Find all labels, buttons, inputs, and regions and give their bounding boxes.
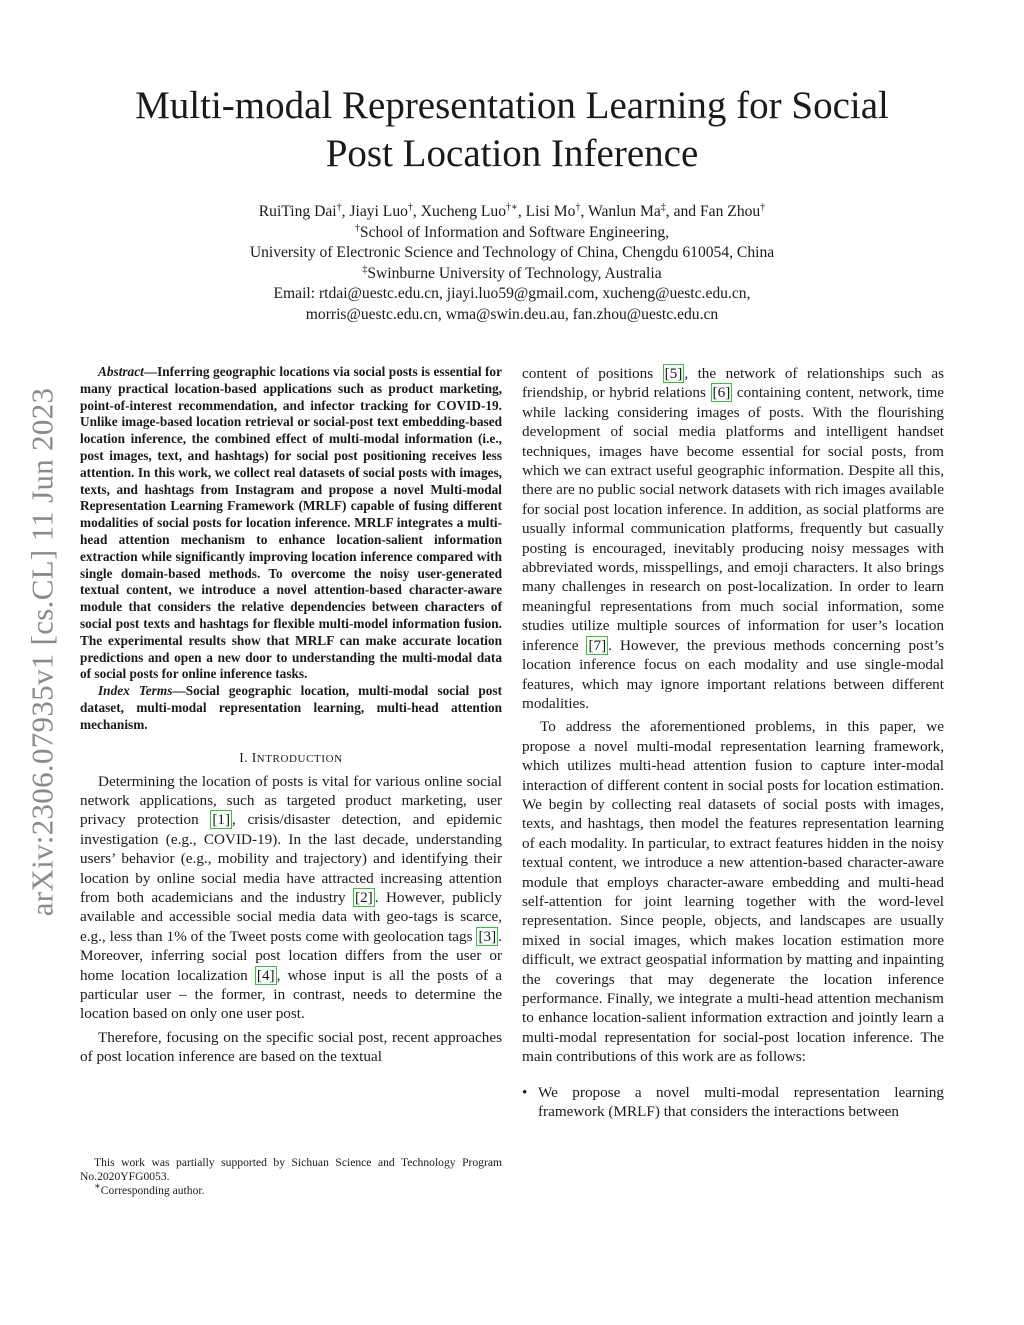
affiliation-text: Swinburne University of Technology, Australia xyxy=(367,264,662,282)
affiliation-3 xyxy=(60,264,964,285)
separator: , and xyxy=(665,203,700,220)
footnotes xyxy=(80,1156,502,1199)
section-heading-introduction xyxy=(80,750,502,766)
right-paragraph-1 xyxy=(522,364,944,713)
affil-mark xyxy=(506,202,518,213)
affil-mark: † xyxy=(336,201,342,213)
citation-link[interactable]: [7] xyxy=(588,636,607,654)
author-name: Jiayi Luo xyxy=(349,203,408,220)
author-name: Xucheng Luo xyxy=(420,203,507,220)
affil-mark: ‡ xyxy=(660,201,666,213)
funding-footnote: This work was partially supported by Sichuan Science and Technology Program No.2020YFG0053. xyxy=(80,1156,502,1184)
citation-link[interactable]: [6] xyxy=(712,384,731,402)
separator: , xyxy=(412,203,421,220)
author-block xyxy=(60,202,964,325)
arxiv-sidebar-stamp xyxy=(4,362,80,942)
email-line-2: morris@uestc.edu.cn, wma@swin.deu.au, fan.zhou@uestc.edu.cn xyxy=(305,305,719,323)
abstract-label: Abstract xyxy=(98,364,144,379)
dash: — xyxy=(143,364,158,379)
text-run: Determining the location of posts is vital for various online social network applications, such as targeted product marketing, user privacy protection xyxy=(80,772,502,829)
contribution-text: We propose a novel multi-modal representation learning framework (MRLF) that considers the interactions between xyxy=(538,1083,944,1121)
right-column xyxy=(522,364,944,1121)
affiliation-text: School of Information and Software Engineering, xyxy=(359,223,670,241)
text-run: , whose input is all the posts of a particular user – the former, in contrast, needs to determine the location based on only one user post. xyxy=(80,966,502,1023)
text-run: . However, publicly available and accessible social media data with geo-tags is scarce, e.g., less than 1% of the Tweet posts come with geolocation tags xyxy=(80,888,502,945)
index-terms-text: Social geographic location, multi-modal social post dataset, multi-modal representation learning, multi-head attention mechanism. xyxy=(80,683,503,732)
text-run: . Moreover, inferring social post location differs from the user or home location localization xyxy=(80,927,502,984)
section-number: I. xyxy=(239,749,248,765)
text-run: . However, the previous methods concerning post’s location inference focus on each modality and use single-modal features, which may ignore important relations between different modalities. xyxy=(522,636,944,712)
corresponding-mark: ∗ xyxy=(511,201,518,213)
citation-link[interactable]: [1] xyxy=(212,811,231,829)
separator: , xyxy=(341,203,350,220)
text-run: containing content, network, time while lacking considering images of posts. With the flourishing development of social media platforms and intelligent handset techniques, images have become essential for social posts, from which we can extract useful geographic information. Despite all this, there are no public social network datasets with rich images available for social post location inference. In addition, as social platforms are usually informal communication platforms, frequently but casually posting is encouraged, inevitably producing noisy messages with abbreviated words, misspellings, and emoji characters. It also brings many challenges in research on post-localization. In order to learn meaningful representations from much social information, some studies utilize multiple sources of information for user’s location inference xyxy=(522,384,944,654)
section-initial: I xyxy=(251,749,257,765)
left-column xyxy=(80,364,502,1071)
right-paragraph-2: To address the aforementioned problems, in this paper, we propose a novel multi-modal representation learning framework, which utilizes multi-head attention fusion to capture inter-modal interaction of different content in social posts for location estimation. We begin by collecting real datasets of social posts with images, texts, and hashtags, then model the features representation learning of each modality. In particular, to extract features hidden in the noisy textual content, we introduce a new attention-based character-aware module that employs character-aware embedding and multi-head self-attention for joint learning together with the word-level representation. Since people, objects, and landscapes are usually mixed in social images, which makes location estimation more difficult, we extract geospatial information by matting and inpainting the coverings that may degenerate the location inference performance. Finally, we integrate a multi-head attention mechanism to enhance location-salient information extraction and jointly learn a multi-modal representation for social-post location inference. The main contributions of this work are as follows: xyxy=(522,718,944,1066)
author-name: Fan Zhou xyxy=(700,203,761,220)
text-run: , crisis/disaster detection, and epidemic investigation (e.g., COVID-19). In the last decade, understanding users’ behavior (e.g., mobility and trajectory) and identifying their location by online social media have attracted increasing attention from both academicians and the industry xyxy=(80,811,502,906)
author-name: Wanlun Ma xyxy=(587,203,661,220)
citation-link[interactable]: [5] xyxy=(664,365,683,382)
title-line-2: Post Location Inference xyxy=(325,132,699,175)
intro-paragraph-2: Therefore, focusing on the specific social post, recent approaches of post location inference are based on the textual xyxy=(80,1028,502,1066)
intro-paragraph-1 xyxy=(80,772,502,1024)
affil-mark: † xyxy=(354,222,360,234)
footnote-text: Corresponding author. xyxy=(100,1184,205,1198)
text-run: , the network of relationships such as friendship, or hybrid relations xyxy=(522,365,944,402)
separator: , xyxy=(580,203,588,220)
section-title-rest: NTRODUCTION xyxy=(256,752,343,765)
citation-link[interactable]: [2] xyxy=(355,888,373,906)
citation-link[interactable]: [4] xyxy=(256,966,275,984)
dash: — xyxy=(172,683,186,699)
text-run: content of positions xyxy=(522,365,663,382)
title-line-1: Multi-modal Representation Learning for Social xyxy=(135,84,889,127)
affil-mark-dagger: † xyxy=(506,201,512,213)
author-name: Lisi Mo xyxy=(525,203,576,220)
affil-mark: † xyxy=(575,201,581,213)
arxiv-id: arXiv:2306.07935v1 [cs.CL] 11 Jun 2023 xyxy=(24,387,59,917)
affiliation-2: University of Electronic Science and Technology of China, Chengdu 610054, China xyxy=(249,244,775,261)
corresponding-footnote xyxy=(80,1181,502,1198)
email-line-1: Email: rtdai@uestc.edu.cn, jiayi.luo59@gmail.com, xucheng@uestc.edu.cn, xyxy=(273,285,751,302)
bullet-icon: • xyxy=(522,1083,528,1101)
corresponding-mark: ∗ xyxy=(94,1181,101,1193)
separator: , xyxy=(517,203,526,220)
paper-title xyxy=(60,82,964,178)
affil-mark: ‡ xyxy=(362,263,368,275)
author-list xyxy=(60,202,964,223)
index-terms xyxy=(80,683,502,733)
contribution-list-item xyxy=(522,1083,944,1122)
index-terms-label: Index Terms xyxy=(98,683,173,699)
abstract xyxy=(80,364,502,683)
abstract-text: Inferring geographic locations via social posts is essential for many practical location-based applications such as product marketing, point-of-interest recommendation, and infector tracking for COVID-19. Unlike image-based location retrieval or social-post text embedding-based location inference, the combined effect of multi-modal information (i.e., post images, text, and hashtags) for social post positioning receives less attention. In this work, we collect real datasets of social posts with images, texts, and hashtags from Instagram and propose a novel Multi-modal Representation Learning Framework (MRLF) capable of fusing different modalities of social posts for location inference. MRLF integrates a multi-head attention mechanism to enhance location-salient information extraction while significantly improving location inference compared with single domain-based methods. To overcome the noisy user-generated textual content, we introduce a novel attention-based character-aware module that considers the relative dependencies between characters of social post texts and hashtags for flexible multi-model information fusion. The experimental results show that MRLF can make accurate location predictions and open a new door to understanding the multi-modal data of social posts for online inference tasks. xyxy=(80,364,502,682)
author-name: RuiTing Dai xyxy=(258,203,337,220)
affiliation-1 xyxy=(60,223,964,244)
affil-mark: † xyxy=(407,201,413,213)
affil-mark: † xyxy=(760,201,766,213)
citation-link[interactable]: [3] xyxy=(478,927,497,945)
